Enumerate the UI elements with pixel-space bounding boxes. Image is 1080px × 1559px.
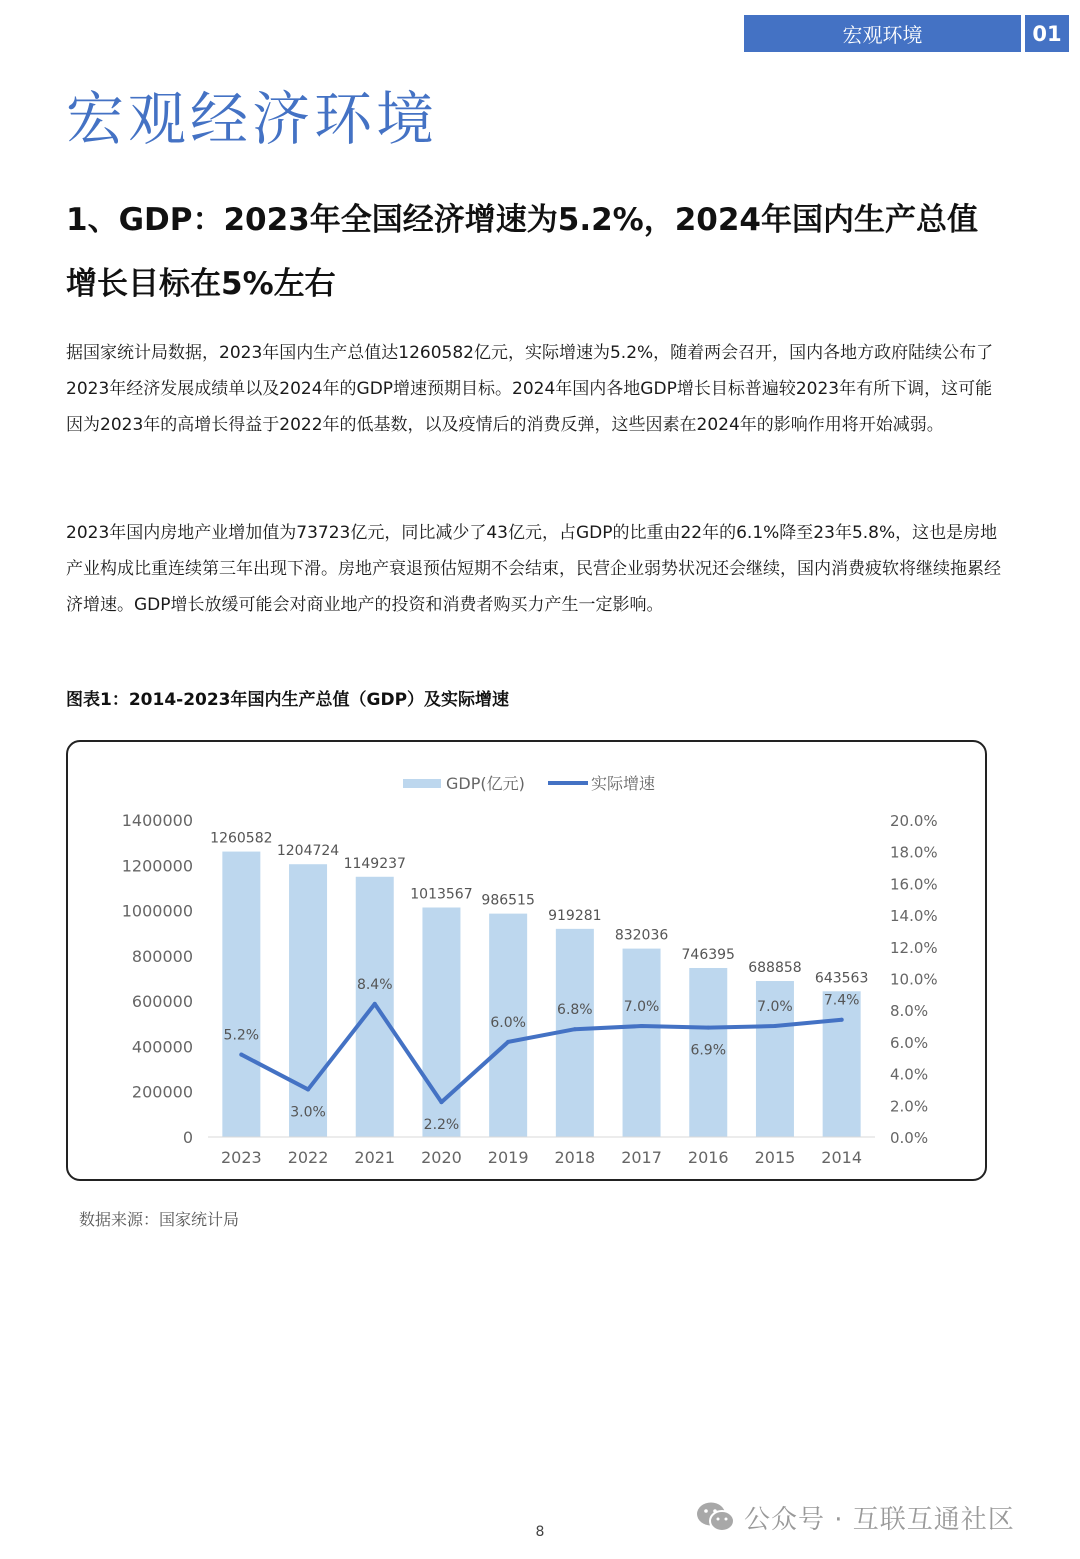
growth-point [373, 1002, 377, 1006]
legend-label-gdp: GDP(亿元) [446, 774, 525, 793]
growth-point [506, 1040, 510, 1044]
x-tick-label: 2015 [754, 1148, 796, 1167]
chart-caption: 图表1：2014-2023年国内生产总值（GDP）及实际增速 [66, 690, 510, 710]
gdp-bar [623, 949, 661, 1137]
x-tick-label: 2023 [220, 1148, 262, 1167]
growth-value-label: 6.0% [490, 1014, 526, 1031]
gdp-value-label: 1149237 [343, 855, 406, 872]
gdp-bar [222, 852, 260, 1137]
chart-container [66, 740, 987, 1181]
body-paragraph-1: 据国家统计局数据，2023年国内生产总值达1260582亿元，实际增速为5.2%，随着两会召开，国内各地方政府陆续公布了2023年经济发展成绩单以及2024年的GDP增速预期目标。2024年国内各地GDP增长目标普遍较2023年有所下调，这可能因为2023年的高增长得益于2022年的低基数，以及疫情后的消费反弹，这些因素在2024年的影响作用将开始减弱。 [66, 343, 994, 435]
y-right-tick-label: 16.0% [890, 875, 938, 894]
gdp-value-label: 1204724 [276, 843, 340, 860]
y-right-tick-label: 4.0% [890, 1065, 929, 1084]
gdp-bar [289, 864, 327, 1137]
growth-value-label: 2.2% [423, 1117, 460, 1134]
gdp-bar [823, 991, 861, 1137]
gdp-value-label: 746395 [681, 946, 735, 963]
y-right-tick-label: 0.0% [890, 1129, 929, 1147]
growth-point [706, 1026, 710, 1030]
growth-rate-line [241, 1004, 841, 1102]
gdp-chart [68, 742, 985, 1179]
y-left-tick-label: 200000 [131, 1082, 193, 1102]
gdp-value-label: 986515 [481, 892, 535, 909]
y-right-tick-label: 6.0% [890, 1033, 929, 1052]
section-label: 宏观环境 [842, 23, 923, 47]
y-left-tick-label: 600000 [131, 992, 193, 1012]
growth-point [239, 1053, 243, 1057]
page-title: 宏观经济环境 [66, 85, 439, 153]
legend-label-growth: 实际增速 [591, 774, 656, 793]
section-tab [744, 15, 1021, 52]
section-number-badge [1025, 15, 1069, 52]
watermark-text: 公众号 · 互联互通社区 [744, 1504, 1015, 1535]
body-paragraph-2: 2023年国内房地产业增加值为73723亿元，同比减少了43亿元，占GDP的比重由22年的6.1%降至23年5.8%，这也是房地产业构成比重连续第三年出现下滑。房地产衰退预估短期不会结束，民营企业弱势状况还会继续，国内消费疲软将继续拖累经济增速。GDP增长放缓可能会对商业地产的投资和消费者购买力产生一定影响。 [66, 523, 1001, 615]
gdp-value-label: 1013567 [410, 886, 473, 903]
y-right-tick-label: 2.0% [890, 1097, 929, 1116]
x-tick-label: 2021 [354, 1148, 396, 1167]
growth-value-label: 8.4% [356, 976, 393, 993]
y-left-tick-label: 1200000 [121, 856, 193, 876]
growth-point [439, 1100, 443, 1104]
gdp-value-label: 643563 [814, 970, 869, 987]
y-left-tick-label: 1400000 [121, 811, 193, 830]
gdp-value-label: 1260582 [210, 830, 273, 847]
growth-value-label: 6.8% [557, 1002, 593, 1019]
y-left-tick-label: 1000000 [121, 901, 193, 921]
gdp-value-label: 832036 [614, 927, 669, 944]
y-right-tick-label: 18.0% [890, 843, 938, 862]
growth-value-label: 3.0% [290, 1104, 326, 1121]
growth-point [640, 1024, 644, 1028]
x-tick-label: 2018 [554, 1148, 596, 1167]
x-tick-label: 2016 [687, 1148, 729, 1167]
y-right-tick-label: 8.0% [890, 1002, 929, 1021]
growth-value-label: 7.4% [823, 992, 860, 1009]
gdp-value-label: 688858 [748, 960, 802, 977]
legend-swatch-gdp [403, 779, 441, 788]
gdp-value-label: 919281 [548, 907, 602, 924]
growth-point [840, 1018, 844, 1022]
x-tick-label: 2017 [621, 1148, 662, 1167]
growth-point [306, 1087, 310, 1091]
y-right-tick-label: 10.0% [890, 970, 938, 989]
section-number: 01 [1032, 21, 1062, 46]
x-tick-label: 2022 [287, 1148, 329, 1167]
y-left-tick-label: 400000 [131, 1037, 193, 1057]
section-heading: 1、GDP：2023年全国经济增速为5.2%，2024年国内生产总值增长目标在5%左右 [66, 202, 979, 302]
growth-value-label: 7.0% [757, 999, 793, 1016]
y-left-tick-label: 800000 [131, 946, 193, 966]
growth-value-label: 7.0% [623, 999, 660, 1016]
growth-point [573, 1027, 577, 1031]
growth-value-label: 5.2% [223, 1027, 260, 1044]
y-right-tick-label: 12.0% [890, 938, 938, 957]
source-note: 数据来源：国家统计局 [79, 1210, 240, 1229]
y-right-tick-label: 20.0% [890, 812, 938, 830]
page-number: 8 [535, 1524, 545, 1540]
y-left-tick-label: 0 [182, 1128, 193, 1147]
x-tick-label: 2020 [421, 1148, 462, 1167]
x-tick-label: 2014 [821, 1148, 863, 1167]
y-right-tick-label: 14.0% [890, 907, 938, 926]
growth-point [773, 1024, 777, 1028]
growth-value-label: 6.9% [690, 1042, 727, 1059]
x-tick-label: 2019 [487, 1148, 529, 1167]
